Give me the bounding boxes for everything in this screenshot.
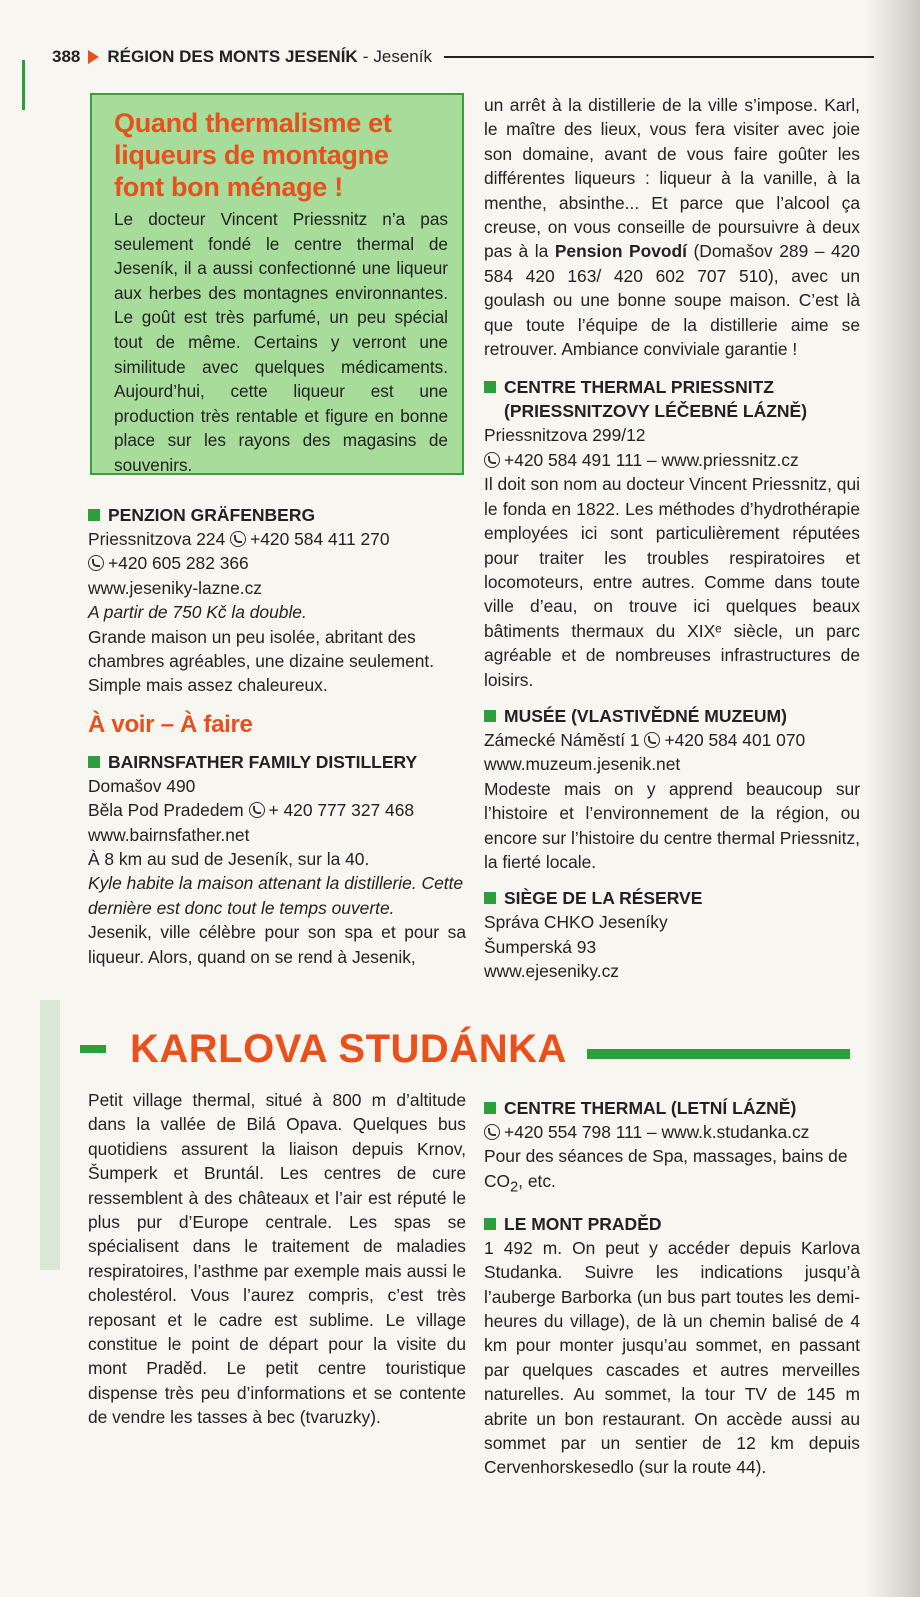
entry-description: Jesenik, ville célèbre pour son spa et pour sa liqueur. Alors, quand on se rend à Jesenik, <box>88 922 466 967</box>
phone-icon <box>230 531 246 547</box>
entry-note: Kyle habite la maison attenant la distillerie. Cette dernière est donc tout le temps ouverte. <box>88 873 464 918</box>
phone-icon <box>484 1124 500 1140</box>
entry-description: 1 492 m. On peut y accéder depuis Karlova Studanka. Suivre les indications jusqu’à l’auberge Barborka (un bus part toutes les demi-heures du village), de là un chemin balisé de 4 km pour monter jusqu’au sommet, en passant par quelques cascades et autres merveilles naturelles. Au sommet, la tour TV de 145 m abrite un bon restaurant. On accède aussi au sommet par un sentier de 12 km depuis Cervenhorskesedlo (sur la route 44). <box>484 1237 860 1478</box>
desc-text: , etc. <box>518 1170 556 1191</box>
entry-address: Správa CHKO Jeseníky <box>484 912 668 933</box>
entry-phone-line <box>484 1120 860 1144</box>
entry-heading <box>88 750 466 774</box>
entry-title: SIÈGE DE LA RÉSERVE <box>504 888 703 909</box>
banner-bar <box>587 1049 850 1059</box>
continuation-text: (Domašov 289 – 420 584 420 163/ 420 602 707 510), avec un goulash ou une bonne soupe maison. C’est là que toute l’équipe de la distillerie aime se retrouver. Ambiance conviviale garantie ! <box>484 241 860 360</box>
entry-title: MUSÉE (VLASTIVĚDNÉ MUZEUM) <box>504 705 787 726</box>
entry-heading <box>484 1212 860 1236</box>
side-tab-strip <box>40 1000 60 1270</box>
info-box <box>90 93 464 475</box>
right-column-lower <box>484 1096 860 1480</box>
entry-phone: +420 605 282 366 <box>108 553 249 574</box>
entry-web: www.jeseniky-lazne.cz <box>88 577 262 598</box>
entry-heading <box>484 1096 860 1120</box>
entry-title-line: CENTRE THERMAL PRIESSNITZ <box>504 377 774 398</box>
entry-description: Modeste mais on y apprend beaucoup sur l’histoire et l’environnement de la région, ou encore sur l’histoire du centre thermal Priessnitz, la fierté locale. <box>484 778 860 872</box>
section-banner <box>80 1024 850 1074</box>
entry-price: A partir de 750 Kč la double. <box>88 602 307 623</box>
entry-title: PENZION GRÄFENBERG <box>108 505 316 525</box>
entry-phone: +420 584 401 070 <box>664 729 806 750</box>
entry-address: Priessnitzova 299/12 <box>484 425 646 446</box>
desc-text: Pour des séances de Spa, massages, bains de CO <box>484 1146 848 1191</box>
square-bullet-icon <box>88 509 100 521</box>
entry-title: LE MONT PRADĚD <box>504 1213 662 1234</box>
entry-heading <box>88 503 466 527</box>
entry-web: www.bairnsfather.net <box>88 824 250 845</box>
entry-location: À 8 km au sud de Jeseník, sur la 40. <box>88 849 370 870</box>
entry-address: Domašov 490 <box>88 775 196 796</box>
entry-address: Šumperská 93 <box>484 936 597 957</box>
entry-address: Zámecké Náměstí 1 <box>484 729 640 750</box>
entry-description: Il doit son nom au docteur Vincent Priessnitz, qui le fonda en 1822. Les méthodes d’hydrothérapie employées ici sont particulièrement réputées pour traiter les troubles respiratoires et locomoteurs, entre autres. Comme dans toute ville d’eau, on trouve ici quelques beaux bâtiments thermaux du XIXᵉ siècle, un parc agréable et de nombreuses infrastructures de loisirs. <box>484 474 860 690</box>
continuation-text: un arrêt à la distillerie de la ville s’impose. Karl, le maître des lieux, vous fera visiter avec joie son domaine, avant de vous faire goûter les différentes liqueurs : liqueur à la vanille, à la menthe, absinthe... Et parce que l’alcool ça creuse, on vous conseille de poursuivre à deux pas à la <box>484 95 860 262</box>
phone-icon <box>644 732 660 748</box>
entry-address-line <box>88 798 466 822</box>
entry-web: www.muzeum.jesenik.net <box>484 754 681 775</box>
square-bullet-icon <box>484 710 496 722</box>
phone-icon <box>484 452 500 468</box>
phone-icon <box>88 555 104 571</box>
entry-web: www.ejeseniky.cz <box>484 961 619 982</box>
entry-title: BAIRNSFATHER FAMILY DISTILLERY <box>108 751 418 772</box>
entry-address-line <box>484 728 860 752</box>
header-rule <box>444 56 874 58</box>
entry-phone-web: +420 554 798 111 – www.k.studanka.cz <box>504 1122 810 1142</box>
header-region: RÉGION DES MONTS JESENÍK <box>107 47 358 66</box>
box-title-line: liqueurs de montagne <box>114 140 389 170</box>
distillery-continuation <box>484 93 860 361</box>
square-bullet-icon <box>484 1218 496 1230</box>
box-title <box>114 107 448 203</box>
box-title-line: Quand thermalisme et <box>114 108 392 138</box>
entry-title <box>504 375 807 423</box>
square-bullet-icon <box>88 756 100 768</box>
left-column-upper <box>88 503 466 969</box>
arrow-right-icon <box>88 50 99 64</box>
entry-heading <box>484 886 860 910</box>
right-column-upper <box>484 93 860 984</box>
entry-phone: +420 584 411 270 <box>250 529 390 549</box>
entry-description <box>484 1144 860 1199</box>
desc-subscript: 2 <box>510 1179 519 1196</box>
square-bullet-icon <box>484 1102 496 1114</box>
entry-heading <box>484 704 860 728</box>
running-header <box>52 42 874 72</box>
pension-name: Pension Povodí <box>554 241 687 262</box>
entry-address: Běla Pod Pradedem <box>88 800 244 821</box>
header-separator: - <box>362 47 369 66</box>
banner-title: KARLOVA STUDÁNKA <box>130 1026 567 1071</box>
page-number: 388 <box>52 47 81 66</box>
entry-title: CENTRE THERMAL (LETNÍ LÁZNĚ) <box>504 1098 797 1118</box>
square-bullet-icon <box>484 892 496 904</box>
phone-icon <box>249 802 265 818</box>
banner-dash <box>80 1045 106 1053</box>
box-title-line: font bon ménage ! <box>114 172 343 202</box>
entry-phone: + 420 777 327 468 <box>268 800 415 821</box>
entry-phone-line <box>484 448 860 472</box>
box-text: Le docteur Vincent Priessnitz n’a pas seulement fondé le centre thermal de Jeseník, il a aussi confectionné une liqueur aux herbes des montagnes environnantes. Le goût est très parfumé, un peu spécial tout de même. Certains y verront une similitude avec quelques médicaments. Aujourd’hui, cette liqueur est une production très rentable et figure en bonne place sur les rayons des magasins de souvenirs. <box>114 209 448 475</box>
entry-address-line <box>88 527 466 551</box>
entry-address: Priessnitzova 224 <box>88 529 226 549</box>
left-margin-rule <box>22 60 25 110</box>
page-edge-shadow <box>865 0 920 1597</box>
square-bullet-icon <box>484 381 496 393</box>
header-city: Jeseník <box>373 47 432 66</box>
entry-phone-line <box>88 551 466 575</box>
left-column-lower <box>88 1088 466 1430</box>
entry-phone-web: +420 584 491 111 – www.priessnitz.cz <box>504 449 799 470</box>
entry-description: Grande maison un peu isolée, abritant des chambres agréables, une dizaine seulement. Simple mais assez chaleureux. <box>88 626 435 696</box>
entry-heading <box>484 375 860 423</box>
entry-title-line: (PRIESSNITZOVY LÉČEBNÉ LÁZNĚ) <box>504 401 808 422</box>
section-title: À voir – À faire <box>88 710 253 738</box>
karlova-description: Petit village thermal, situé à 800 m d’altitude dans la vallée de Bilá Opava. Quelques bus quotidiens assurent la liaison depuis Krnov, Šumperk et Bruntál. Les centres de cure ressemblent à des châteaux et l’air est réputé le plus pur d’Europe centrale. Les spas se spécialisent dans le traitement de maladies respiratoires, l’asthme par exemple mais aussi le cholestérol. Vous l’aurez compris, c’est très reposant et le cadre est sublime. Le village constitue le point de départ pour la visite du mont Praděd. Le petit centre touristique dispense très peu d’informations et se contente de vendre les tasses à bec (tvaruzky). <box>88 1090 466 1428</box>
